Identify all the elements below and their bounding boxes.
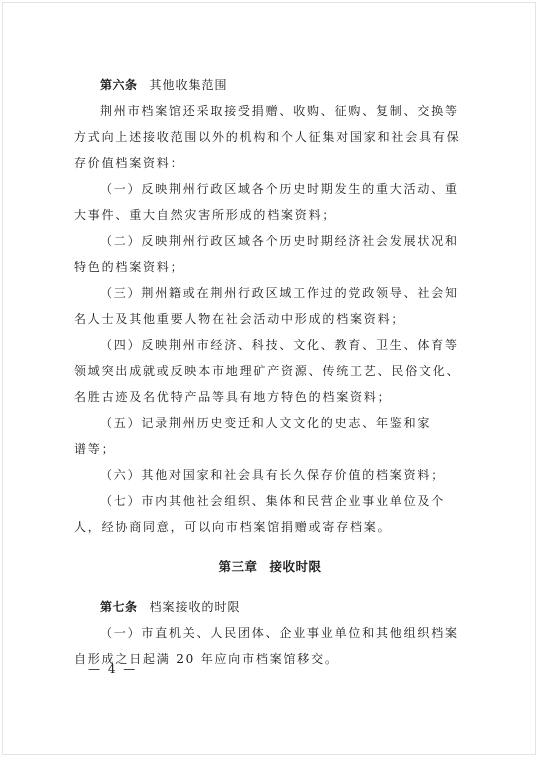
article-7-item-1 — [74, 620, 466, 672]
article-6-title: 其他收集范围 — [149, 78, 228, 92]
document-body — [74, 72, 466, 672]
paragraph-line: 荆州市档案馆还采取接受捐赠、收购、征购、复制、交换等 — [100, 104, 459, 118]
article-6-item-6 — [100, 462, 466, 488]
paragraph-line: 领域突出成就或反映本市地理矿产资源、传统工艺、民俗文化、 — [74, 364, 461, 378]
article-6-item-4 — [74, 332, 466, 410]
article-7-number: 第七条 — [100, 600, 138, 614]
paragraph-line: 名人士及其他重要人物在社会活动中形成的档案资料； — [74, 312, 406, 326]
article-6-item-7 — [74, 488, 466, 540]
article-7-title: 档案接收的时限 — [149, 600, 241, 614]
paragraph-line: 人，经协商同意，可以向市档案馆捐赠或寄存档案。 — [74, 520, 392, 534]
paragraph-line: （一）反映荆州行政区域各个历史时期发生的重大活动、重 — [100, 182, 459, 196]
paragraph-line: 自形成之日起满 20 年应向市档案馆移交。 — [74, 652, 339, 666]
paragraph-line: （二）反映荆州行政区域各个历史时期经济社会发展状况和 — [100, 234, 459, 248]
article-6-item-2 — [74, 228, 466, 280]
paragraph-line: （四）反映荆州市经济、科技、文化、教育、卫生、体育等 — [100, 338, 459, 352]
chapter-3-number: 第三章 — [218, 559, 258, 574]
paragraph-line: 名胜古迹及名优特产品等具有地方特色的档案资料； — [74, 390, 392, 404]
paragraph-line: （五）记录荆州历史变迁和人文文化的史志、年鉴和家 — [100, 416, 432, 430]
chapter-3-title: 接收时限 — [269, 559, 322, 574]
paragraph-line: 大事件、重大自然灾害所形成的档案资料； — [74, 208, 337, 222]
article-7-heading — [100, 594, 466, 620]
paragraph-line: （三）荆州籍或在荆州行政区域工作过的党政领导、社会知 — [100, 286, 459, 300]
paragraph-line: （七）市内其他社会组织、集体和民营企业事业单位及个 — [100, 494, 446, 508]
article-6-item-1 — [74, 176, 466, 228]
article-6-item-3 — [74, 280, 466, 332]
paragraph-line: 特色的档案资料； — [74, 260, 185, 274]
article-6-intro — [74, 98, 466, 176]
chapter-3-heading — [74, 554, 466, 580]
paragraph-line: （一）市直机关、人民团体、企业事业单位和其他组织档案 — [100, 626, 459, 640]
paragraph-line: 方式向上述接收范围以外的机构和个人征集对国家和社会具有保 — [74, 130, 461, 144]
paragraph-line: 存价值档案资料： — [74, 156, 185, 170]
paragraph-line: （六）其他对国家和社会具有长久保存价值的档案资料； — [100, 468, 446, 482]
article-6-number: 第六条 — [100, 78, 138, 92]
paragraph-line: 谱等； — [74, 442, 116, 456]
article-6-item-5 — [74, 410, 466, 462]
page-number: — 4 — — [88, 662, 138, 676]
article-6-heading — [100, 72, 466, 98]
